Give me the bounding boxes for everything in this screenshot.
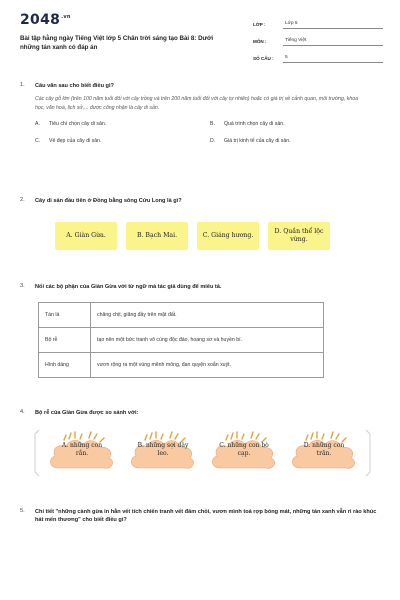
bracket-left-icon bbox=[33, 428, 41, 478]
answer-option-d[interactable] bbox=[210, 138, 385, 144]
answer-card-d[interactable]: D. Quần thể lộc vừng. bbox=[268, 222, 330, 250]
passage-text: Các cây gỗ lớn (trên 100 năm tuổi đối với cây trồng và trên 200 năm tuổi đối với cây tự nhiên) hoặc có giá trị về cảnh quan, môi trường, khoa học, văn hoá, lịch sử,... được công nhận là cây di sản. bbox=[35, 96, 359, 111]
question-text: Cây di sản đầu tiên ở Đồng bằng sông Cửu Long là gì? bbox=[35, 198, 182, 204]
option-letter: D. bbox=[210, 138, 216, 145]
answer-card-b[interactable]: B. Bạch Mai. bbox=[126, 222, 188, 250]
question-5 bbox=[20, 508, 380, 524]
cloud-label: A. những con rắn. bbox=[61, 442, 103, 457]
option-letter: A. bbox=[35, 121, 40, 128]
meta-label: SỐ CÂU : bbox=[253, 56, 274, 61]
question-text: Nối các bộ phận của Giàn Gừa với từ ngữ mà tác giả dùng để miêu tả. bbox=[35, 284, 222, 290]
cloud-label: B. những sợi dây leo. bbox=[137, 442, 189, 457]
question-number: 4. bbox=[20, 409, 25, 415]
answer-clouds bbox=[44, 428, 362, 478]
table-cell-right[interactable]: vươn rộng ra một vùng mênh mông, đan quyện xoắn xuýt. bbox=[91, 353, 324, 378]
question-3 bbox=[20, 283, 380, 291]
answer-card-c[interactable]: C. Giáng hương. bbox=[197, 222, 259, 250]
answer-option-a[interactable] bbox=[35, 121, 210, 127]
question-4 bbox=[20, 409, 380, 417]
meta-row-count bbox=[253, 46, 383, 63]
option-text: Vẻ đẹp của cây di sản. bbox=[49, 138, 102, 145]
option-letter: B. bbox=[210, 121, 215, 128]
answer-option-c[interactable] bbox=[35, 138, 210, 144]
logo-text: 2048 bbox=[20, 12, 61, 28]
meta-value: Tiếng Việt bbox=[283, 38, 383, 46]
page-title: Bài tập hằng ngày Tiếng Việt lớp 5 Chân trời sáng tạo Bài 8: Dưới những tán xanh có đáp án bbox=[20, 35, 214, 51]
meta-row-class bbox=[253, 12, 383, 29]
question-text: Bộ rễ của Giàn Gừa được so sánh với: bbox=[35, 410, 139, 416]
table-row bbox=[39, 353, 324, 378]
table-row bbox=[39, 303, 324, 328]
question-1 bbox=[20, 82, 380, 144]
table-cell-right[interactable]: tạo nên một bức tranh vô cùng độc đáo, hoang sơ và huyền bí. bbox=[91, 328, 324, 353]
question-2 bbox=[20, 197, 380, 205]
meta-label: MÔN : bbox=[253, 39, 267, 44]
option-text: Tiêu chí chọn cây di sản. bbox=[49, 121, 107, 128]
logo-suffix: .vn bbox=[61, 14, 71, 21]
table-row bbox=[39, 328, 324, 353]
answer-cloud-d[interactable] bbox=[286, 428, 362, 478]
question-text: Chi tiết "những cành gừa in hằn vết tích chiến tranh vết đâm chồi, vươn mình toả rợp bóng mát, những tán xanh vẫn rì rào khúc hát mến thương" cho biết điều gì? bbox=[35, 509, 377, 523]
answer-option-b[interactable] bbox=[210, 121, 385, 127]
answer-cards bbox=[55, 222, 330, 250]
meta-row-subject bbox=[253, 29, 383, 46]
matching-table bbox=[38, 302, 324, 378]
option-text: Quá trình chọn cây di sản. bbox=[224, 121, 285, 128]
answer-options bbox=[35, 121, 380, 144]
question-number: 1. bbox=[20, 82, 25, 88]
table-cell-left[interactable]: Bộ rễ bbox=[39, 328, 91, 353]
answer-cloud-b[interactable] bbox=[125, 428, 201, 478]
table-cell-left[interactable]: Tán lá bbox=[39, 303, 91, 328]
answer-cloud-a[interactable] bbox=[44, 428, 120, 478]
option-letter: C. bbox=[35, 138, 41, 145]
answer-cloud-c[interactable] bbox=[206, 428, 282, 478]
question-number: 3. bbox=[20, 283, 25, 289]
meta-value: 5 bbox=[283, 55, 383, 63]
meta-info bbox=[253, 12, 383, 63]
site-logo[interactable] bbox=[20, 12, 71, 28]
cloud-label: D. những con trăn. bbox=[303, 442, 345, 457]
meta-value: Lớp 5 bbox=[283, 21, 383, 29]
bracket-right-icon bbox=[364, 428, 372, 478]
cloud-label: C. những con bò cạp. bbox=[219, 442, 269, 457]
table-cell-left[interactable]: Hình dáng bbox=[39, 353, 91, 378]
question-text: Câu văn sau cho biết điều gì? bbox=[35, 83, 114, 89]
answer-card-a[interactable]: A. Giàn Gừa. bbox=[55, 222, 117, 250]
question-number: 5. bbox=[20, 508, 25, 514]
table-cell-right[interactable]: chăng chịt, giăng đầy trên mặt đất. bbox=[91, 303, 324, 328]
meta-label: LỚP : bbox=[253, 22, 266, 27]
question-number: 2. bbox=[20, 197, 25, 203]
option-text: Giá trị kinh tế của cây di sản. bbox=[224, 138, 291, 145]
